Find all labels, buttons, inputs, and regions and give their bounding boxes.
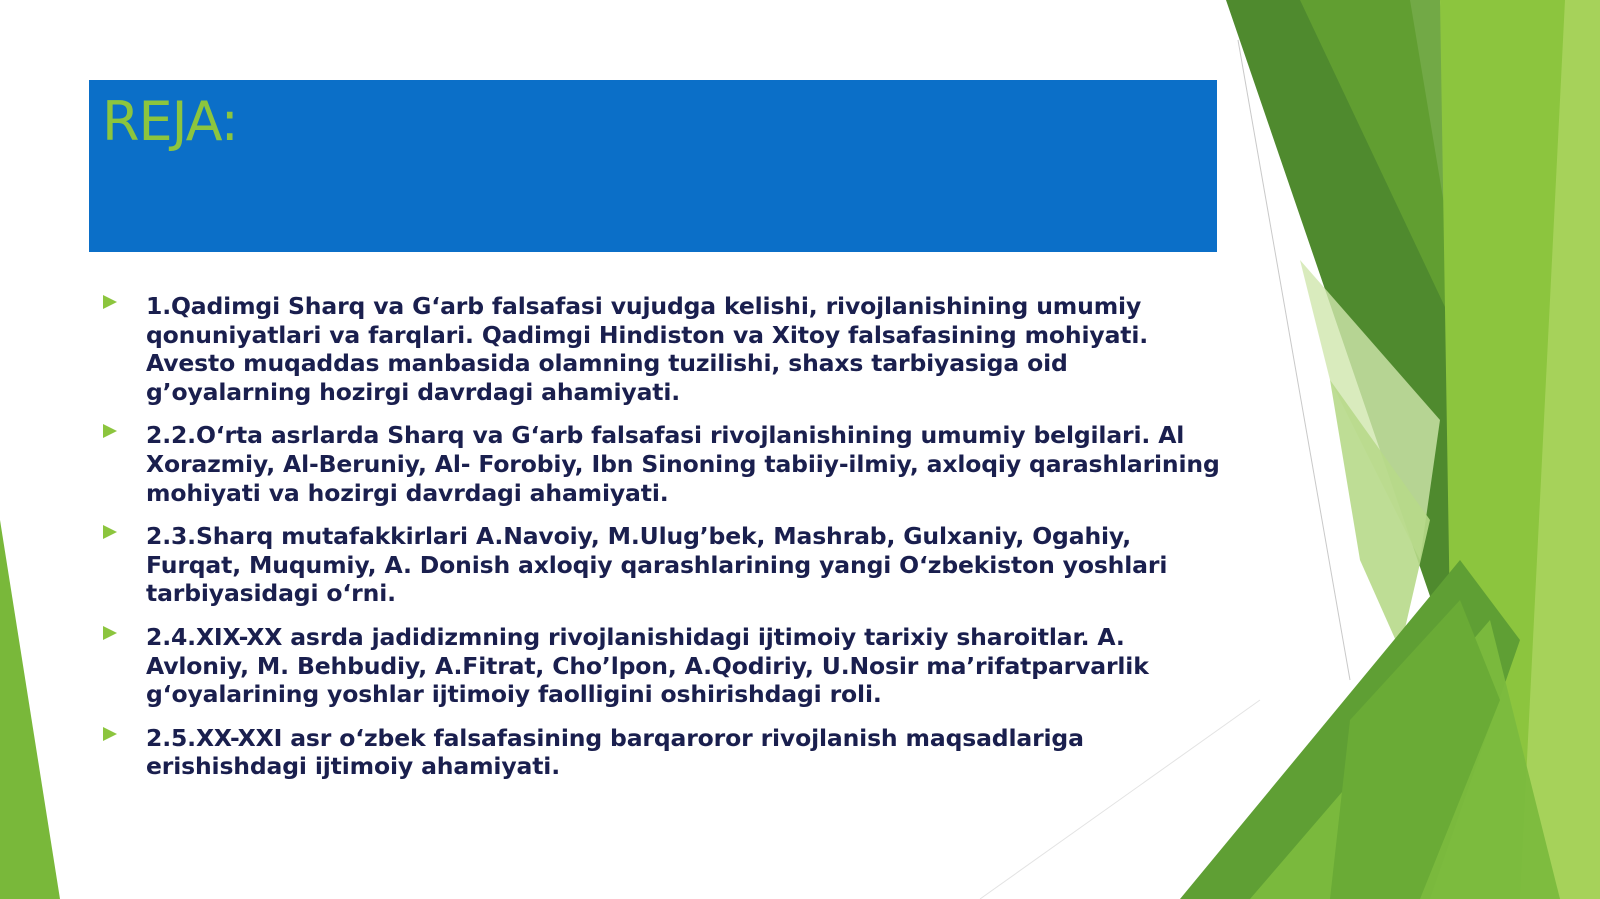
triangle-right-icon — [103, 626, 117, 640]
agenda-item-text: 2.3.Sharq mutafakkirlari A.Navoiy, M.Ulug’bek, Mashrab, Gulxaniy, Ogahiy, Furqat, Muqumiy, A. Donish axloqiy qarashlarining yangi O‘zbekiston yoshlari tarbiyasidagi o‘rni. — [146, 522, 1168, 608]
agenda-item-4 — [100, 623, 1220, 709]
agenda-item-1 — [100, 292, 1220, 406]
triangle-right-icon — [103, 295, 117, 309]
agenda-item-text: 2.5.XX-XXI asr o‘zbek falsafasining barqaroror rivojlanish maqsadlariga erishishdagi ijtimoiy ahamiyati. — [146, 723, 1084, 781]
agenda-item-3 — [100, 522, 1220, 608]
title-bar — [89, 80, 1217, 252]
slide-title: REJA: — [102, 90, 238, 153]
triangle-right-icon — [103, 424, 117, 438]
slide-content — [100, 292, 1220, 796]
agenda-item-text: 2.2.O‘rta asrlarda Sharq va G‘arb falsafasi rivojlanishining umumiy belgilari. Al Xorazmiy, Al-Beruniy, Al- Forobiy, Ibn Sinoning tabiiy-ilmiy, axloqiy qarashlarining mohiyati va hozirgi davrdagi ahamiyati. — [146, 421, 1220, 507]
left-green-sliver — [0, 520, 60, 899]
triangle-right-icon — [103, 525, 117, 539]
agenda-item-text: 2.4.XIX-XX asrda jadidizmning rivojlanishidagi ijtimoiy tarixiy sharoitlar. A. Avloniy, M. Behbudiy, A.Fitrat, Cho’lpon, A.Qodiriy, U.Nosir ma’rifatparvarlik g‘oyalarining yoshlar ijtimoiy faolligini oshirishdagi roli. — [146, 622, 1149, 709]
agenda-item-2 — [100, 421, 1220, 507]
agenda-list — [100, 292, 1220, 781]
agenda-item-5 — [100, 724, 1220, 781]
agenda-item-text: 1.Qadimgi Sharq va G‘arb falsafasi vujudga kelishi, rivojlanishining umumiy qonuniyatlari va farqlari. Qadimgi Hindiston va Xitoy falsafasining mohiyati. Avesto muqaddas manbasida olamning tuzilishi, shaxs tarbiyasiga oid g’oyalarning hozirgi davrdagi ahamiyati. — [146, 292, 1149, 406]
triangle-right-icon — [103, 727, 117, 741]
